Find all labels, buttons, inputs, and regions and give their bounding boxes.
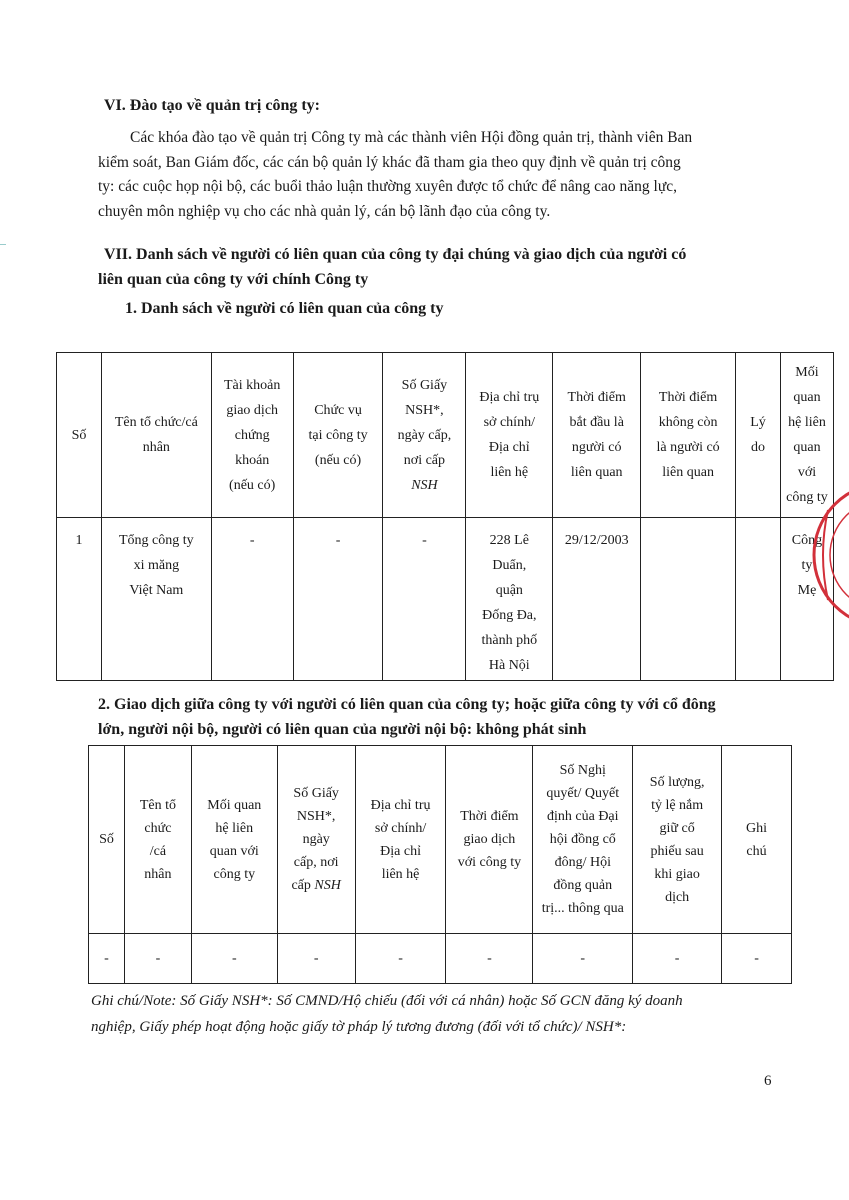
cell-line: giữ cổ: [659, 820, 695, 836]
table2-header-cell: [446, 746, 533, 934]
cell-line: định của Đại: [547, 809, 619, 824]
cell-line: liên quan: [570, 465, 623, 480]
table1-cell: [57, 518, 102, 681]
cell-line: Tên tổ: [139, 797, 176, 813]
cell-line: tỷ lệ nắm: [651, 797, 704, 813]
cell-line: Địa chỉ: [488, 440, 530, 455]
company-stamp-seal: [808, 470, 849, 640]
table1-cell: [101, 518, 211, 681]
cell-line: sở chính/: [374, 820, 427, 836]
stamp-inner-ring: [830, 499, 849, 611]
cell-line: bắt đầu là: [569, 415, 624, 430]
cell-line: nhân: [144, 866, 172, 882]
heading-line: 2. Giao dịch giữa công ty với người có liên quan của công ty; hoặc giữa công ty với cổ đông: [98, 696, 716, 713]
cell-line: Thời điểm: [460, 809, 519, 824]
cell-line: liên hệ: [490, 465, 529, 480]
cell-line: nhân: [142, 440, 170, 455]
cell-line: hội đồng cổ: [549, 832, 616, 847]
cell-line: do: [750, 440, 765, 455]
table2-header-cell: [533, 746, 633, 934]
table1-header-cell: [466, 353, 553, 518]
table1-header-row: [57, 353, 834, 518]
cell-line: quan: [793, 390, 821, 405]
table2-header-cell: [355, 746, 446, 934]
page-number: 6: [764, 1073, 772, 1089]
cell-line: nơi cấp: [403, 452, 446, 468]
cell-line: Tổng công ty: [119, 533, 194, 548]
cell-line: Công: [791, 533, 823, 548]
cell-line: không còn: [658, 415, 718, 430]
cell-line: Số Giấy: [401, 377, 448, 393]
table2-cell: -: [722, 934, 792, 984]
cell-line: khi giao: [654, 866, 700, 882]
table1-cell: [293, 518, 383, 681]
section-6-paragraph: [98, 126, 783, 224]
stamp-text-arc: [823, 510, 828, 600]
table2-header-cell: [89, 746, 125, 934]
table1-header-cell: [101, 353, 211, 518]
cell-line: chứng: [234, 427, 270, 443]
cell-line: giao dịch: [226, 402, 279, 418]
cell-line: Số: [71, 427, 87, 443]
table2-cell: -: [355, 934, 446, 984]
para-line: kiểm soát, Ban Giám đốc, các cán bộ quản lý khác đã tham gia theo quy định về quản trị công: [98, 153, 681, 171]
cell-line: khoán: [235, 452, 270, 468]
heading-line: lớn, người nội bộ, người có liên quan của người nội bộ: không phát sinh: [98, 721, 587, 738]
heading-line: VII. Danh sách về người có liên quan của công ty đại chúng và giao dịch của người có: [104, 246, 687, 263]
cell-line: Việt Nam: [129, 583, 184, 598]
table1-cell: [736, 518, 781, 681]
cell-line: NSH: [411, 477, 438, 493]
cell-line: phiếu sau: [650, 843, 704, 859]
table2-header-cell: [633, 746, 722, 934]
cell-line: Số Giấy: [293, 786, 339, 801]
cell-line: trị... thông qua: [541, 901, 624, 916]
subsection-2-title: [98, 692, 798, 742]
cell-line: quan với: [209, 843, 259, 859]
table1-cell: [466, 518, 553, 681]
table1-cell: [641, 518, 736, 681]
table1-header-cell: [57, 353, 102, 518]
table2-header-cell: [124, 746, 191, 934]
heading-line: liên quan của công ty với chính Công ty: [98, 271, 369, 288]
cell-line: Địa chỉ trụ: [479, 390, 540, 405]
table1-header-cell: [211, 353, 293, 518]
cell-line: Đống Đa,: [482, 608, 537, 623]
cell-line: Mẹ: [797, 583, 817, 598]
scan-edge-mark: [0, 244, 6, 245]
cell-line: NSH*,: [405, 402, 444, 418]
table1-header-cell: [736, 353, 781, 518]
cell-line: thành phố: [481, 633, 538, 648]
cell-line: chú: [746, 843, 767, 859]
stamp-outer-ring: [814, 483, 849, 627]
cell-line: 1: [75, 533, 83, 548]
table2-header-cell: [722, 746, 792, 934]
section-6-heading: VI. Đào tạo về quản trị công ty:: [104, 97, 320, 114]
related-persons-table: [56, 352, 834, 681]
transactions-table: [88, 745, 792, 984]
para-line: chuyên môn nghiệp vụ cho các nhà quản lý, cán bộ lãnh đạo của công ty.: [98, 202, 551, 220]
cell-line: Địa chỉ: [380, 843, 421, 859]
subsection-1-title: 1. Danh sách về người có liên quan của công ty: [125, 300, 444, 317]
para-line: ty: các cuộc họp nội bộ, các buổi thảo luận thường xuyên được tổ chức để nâng cao năng lực,: [98, 178, 677, 195]
cell-line: với công ty: [457, 855, 522, 870]
cell-line: công ty: [213, 866, 256, 882]
cell-line: ngày: [302, 832, 330, 847]
table2-cell: -: [191, 934, 277, 984]
cell-line: -: [249, 533, 255, 548]
cell-line: Địa chỉ trụ: [370, 797, 431, 813]
cell-line: Chức vụ: [314, 402, 362, 418]
cell-line: -: [335, 533, 341, 548]
cell-line: đông/ Hội: [554, 855, 611, 870]
cell-line: đồng quản: [553, 878, 613, 893]
cell-line: Số Nghị: [559, 763, 606, 778]
cell-line: hệ liên: [788, 415, 826, 430]
cell-line: sở chính/: [483, 415, 535, 430]
cell-line: liên hệ: [381, 866, 420, 882]
table2-cell: -: [446, 934, 533, 984]
cell-line: Tên tổ chức/cá: [114, 415, 198, 430]
section-7-heading: [98, 242, 798, 292]
table1-cell: [383, 518, 466, 681]
cell-line: Thời điểm: [567, 390, 626, 405]
table1-header-cell: [383, 353, 466, 518]
cell-line: Mối: [795, 365, 819, 380]
table2-cell: -: [277, 934, 355, 984]
cell-line: Mối quan: [207, 797, 262, 813]
cell-line: Hà Nội: [488, 658, 530, 673]
footnote-line: Ghi chú/Note: Số Giấy NSH*: Số CMND/Hộ chiếu (đối với cá nhân) hoặc Số GCN đăng ký doanh: [91, 993, 683, 1009]
cell-line: 29/12/2003: [564, 533, 629, 548]
cell-line: ngày cấp,: [397, 427, 452, 443]
table2-header-row: [89, 746, 792, 934]
cell-line: Lý: [750, 415, 766, 430]
cell-line: với: [797, 465, 817, 480]
cell-line: tại công ty: [308, 427, 368, 443]
table2-cell: -: [533, 934, 633, 984]
cell-line: Duẩn,: [492, 558, 527, 573]
cell-line: Ghi: [746, 820, 768, 836]
cell-line: -: [422, 533, 427, 548]
cell-line: Tài khoản: [224, 377, 281, 393]
table1-header-cell: [641, 353, 736, 518]
cell-line: dịch: [665, 889, 690, 905]
cell-line: Số: [99, 832, 114, 847]
table2-header-cell: [191, 746, 277, 934]
cell-line: quận: [495, 583, 523, 598]
cell-line: (nếu có): [314, 452, 362, 468]
table1-cell: [211, 518, 293, 681]
table-row: [89, 934, 792, 984]
cell-line: (nếu có): [229, 477, 276, 493]
cell-line: công ty: [786, 490, 828, 505]
cell-line: ty: [801, 558, 813, 573]
cell-line: chức: [144, 820, 172, 836]
table-row: [57, 518, 834, 681]
cell-line: 228 Lê: [489, 533, 529, 548]
cell-line: /cá: [149, 843, 167, 859]
footnote-line: nghiệp, Giấy phép hoạt động hoặc giấy tờ pháp lý tương đương (đối với tổ chức)/ NSH*:: [91, 1019, 627, 1035]
cell-line: cấp, nơi: [293, 855, 339, 870]
footnote: [91, 988, 811, 1040]
cell-line: quyết/ Quyết: [546, 786, 620, 801]
cell-line: quan: [793, 440, 821, 455]
cell-line: là người có: [656, 440, 720, 455]
cell-line: NSH*,: [296, 809, 336, 824]
table1-header-cell: [553, 353, 641, 518]
cell-line: hệ liên: [215, 820, 254, 836]
para-line: Các khóa đào tạo về quản trị Công ty mà các thành viên Hội đồng quản trị, thành viên Ban: [130, 129, 693, 146]
table1-cell: [553, 518, 641, 681]
table2-cell: -: [124, 934, 191, 984]
table2-header-cell: [277, 746, 355, 934]
table1-header-cell: [293, 353, 383, 518]
cell-line: xi măng: [133, 558, 180, 573]
table2-cell: -: [89, 934, 125, 984]
cell-line: người có: [571, 440, 622, 455]
cell-line: cấp NSH: [291, 878, 341, 893]
cell-line: giao dịch: [463, 832, 516, 847]
cell-line: Số lượng,: [649, 774, 705, 790]
table2-cell: -: [633, 934, 722, 984]
cell-line: Thời điểm: [658, 390, 718, 405]
cell-line: liên quan: [662, 465, 714, 480]
